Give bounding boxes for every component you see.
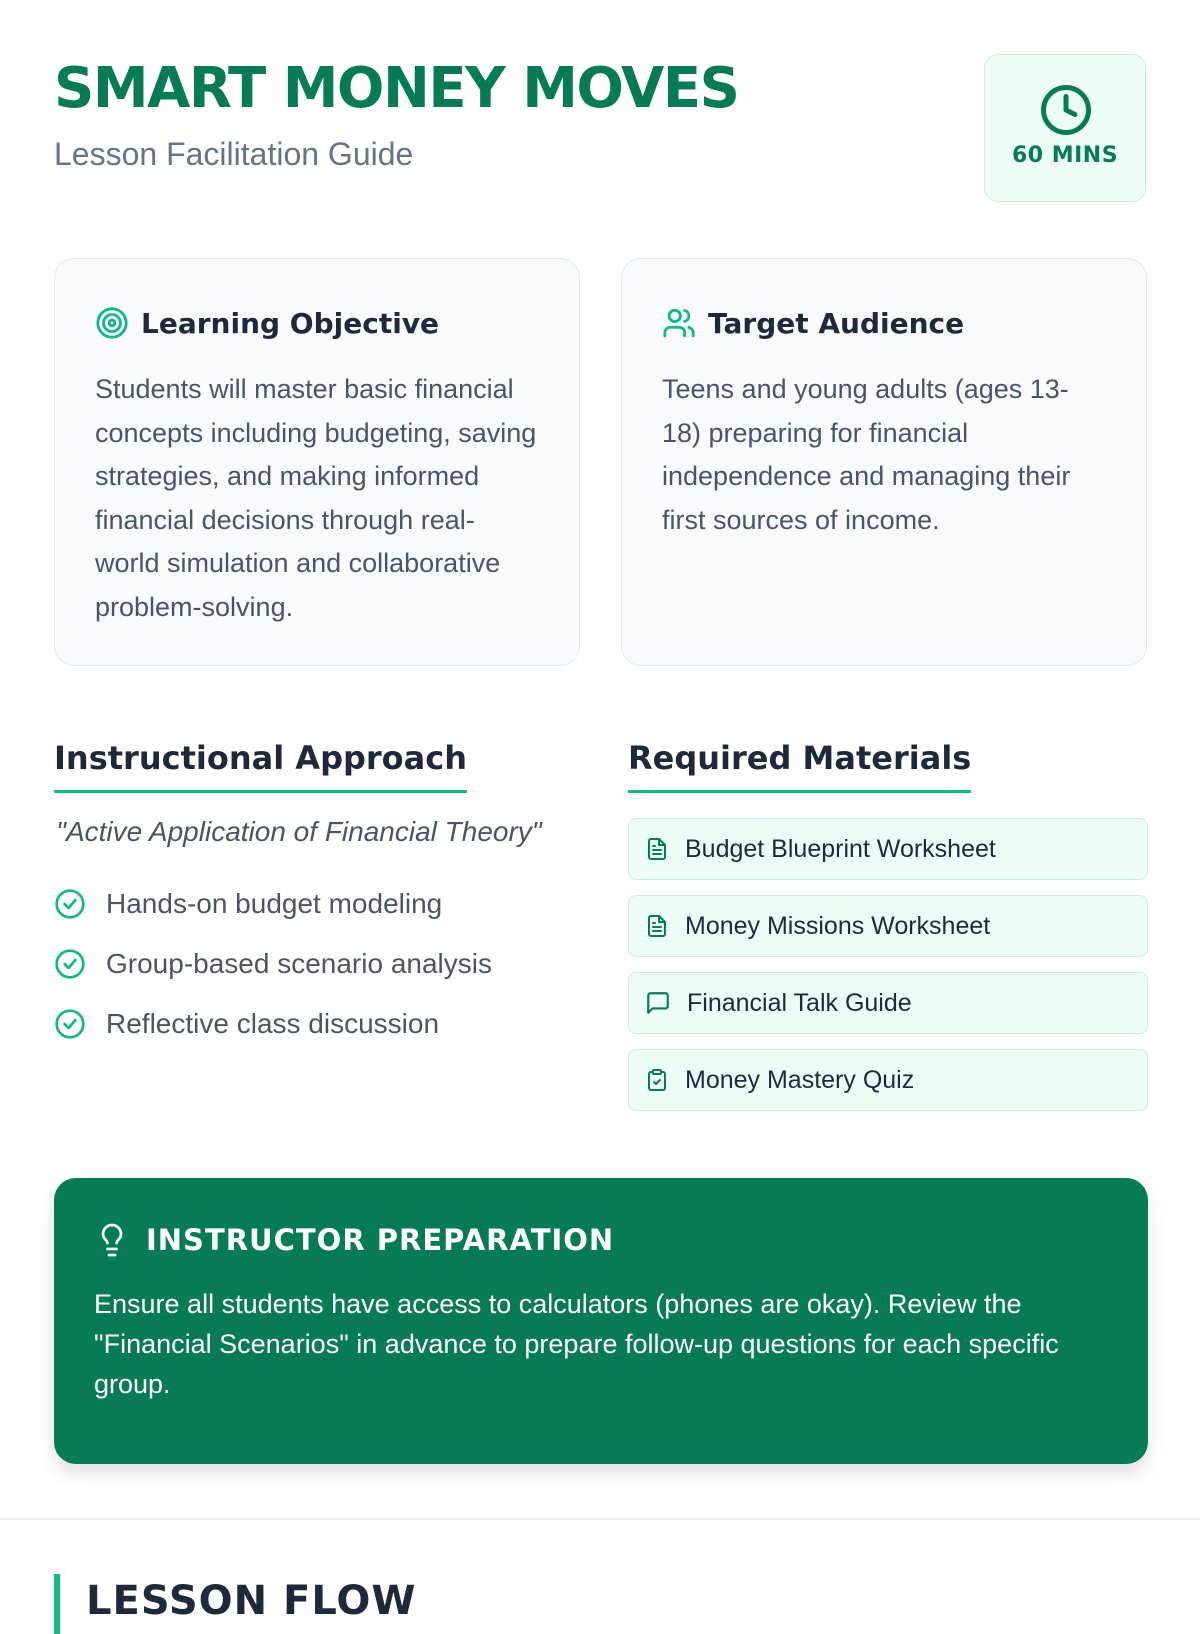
lightbulb-icon <box>94 1220 130 1260</box>
learning-objective-card <box>54 258 580 666</box>
list-item-label: Group-based scenario analysis <box>106 948 492 979</box>
duration-badge <box>984 54 1146 202</box>
target-icon <box>95 306 129 340</box>
material-label: Financial Talk Guide <box>687 988 912 1017</box>
lesson-flow-heading <box>54 1574 417 1634</box>
approach-quote: "Active Application of Financial Theory" <box>56 816 542 847</box>
list-item <box>54 1004 492 1044</box>
list-item-label: Hands-on budget modeling <box>106 888 443 919</box>
clock-icon <box>1039 83 1093 137</box>
instructor-preparation-box <box>54 1178 1148 1464</box>
material-item <box>628 895 1148 957</box>
card-text: Teens and young adults (ages 13-18) preparing for financial independence and managing their first sources of income. <box>662 374 1071 535</box>
material-label: Money Missions Worksheet <box>685 911 991 940</box>
card-text: Students will master basic financial concepts including budgeting, saving strategies, and making informed financial decisions through real-world simulation and collaborative problem-solving. <box>95 374 537 622</box>
document-icon <box>645 837 669 861</box>
list-item <box>54 884 492 924</box>
check-circle-icon <box>54 948 86 980</box>
lesson-flow-title: LESSON FLOW <box>86 1578 417 1624</box>
material-item <box>628 972 1148 1034</box>
list-item-label: Reflective class discussion <box>106 1008 440 1039</box>
material-item <box>628 818 1148 880</box>
material-item <box>628 1049 1148 1111</box>
check-circle-icon <box>54 888 86 920</box>
section-divider <box>0 1518 1200 1520</box>
material-label: Money Mastery Quiz <box>685 1065 915 1094</box>
message-icon <box>645 990 671 1016</box>
card-title: Learning Objective <box>141 306 440 340</box>
page-subtitle: Lesson Facilitation Guide <box>54 136 414 172</box>
target-audience-card <box>621 258 1147 666</box>
card-header <box>662 303 1106 343</box>
duration-label: 60 MINS <box>1011 143 1119 168</box>
material-label: Budget Blueprint Worksheet <box>685 834 996 863</box>
prep-text: Ensure all students have access to calculators (phones are okay). Review the "Financial Scenarios" in advance to prepare follow-up questions for each specific group. <box>94 1289 1059 1399</box>
approach-list <box>54 884 492 1064</box>
list-item <box>54 944 492 984</box>
check-circle-icon <box>54 1008 86 1040</box>
page-title: SMART MONEY MOVES <box>54 56 739 121</box>
users-icon <box>662 306 696 340</box>
prep-header <box>94 1218 1108 1262</box>
clipboard-check-icon <box>645 1068 669 1092</box>
instructional-approach-heading: Instructional Approach <box>54 736 467 793</box>
prep-title: INSTRUCTOR PREPARATION <box>146 1223 615 1257</box>
materials-list <box>628 818 1148 1126</box>
document-icon <box>645 914 669 938</box>
required-materials-heading: Required Materials <box>628 736 971 793</box>
page-header <box>54 54 1148 204</box>
card-header <box>95 303 539 343</box>
card-title: Target Audience <box>708 306 965 340</box>
